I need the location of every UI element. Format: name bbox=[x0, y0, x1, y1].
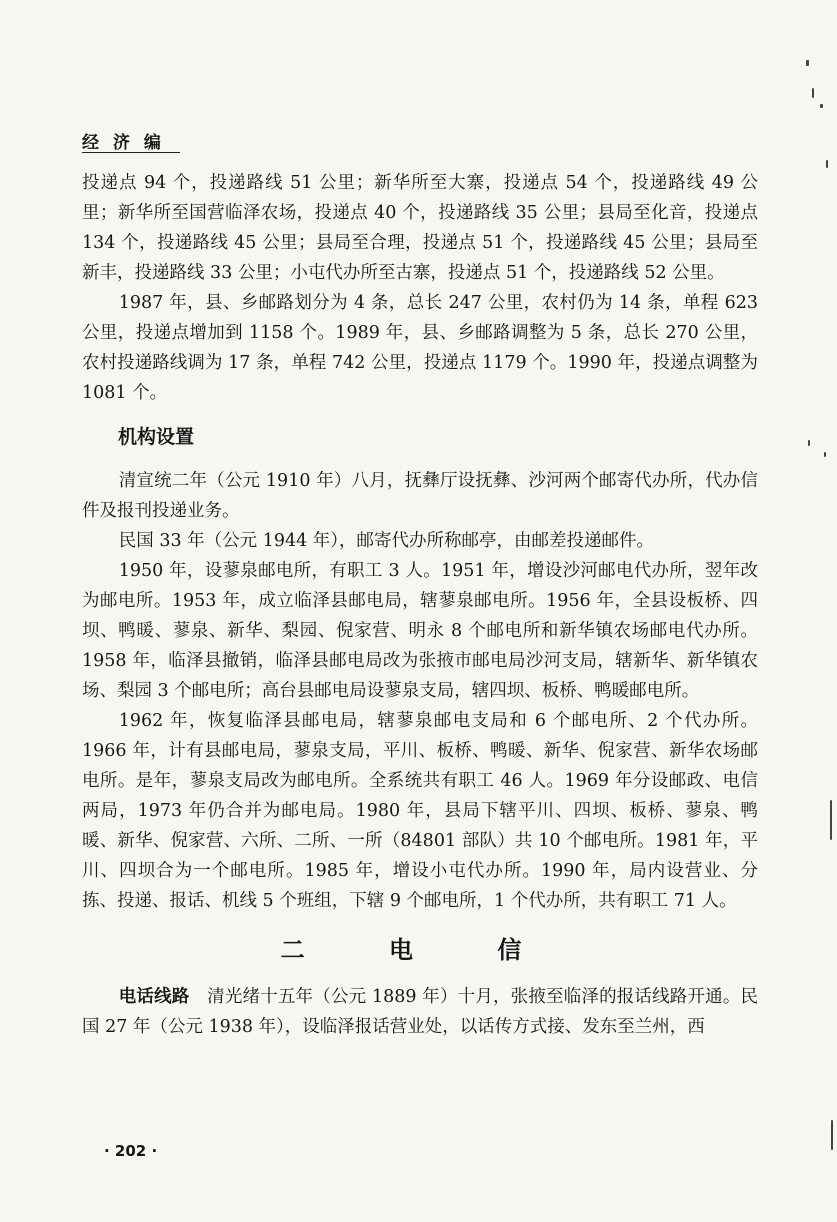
scan-edge-line bbox=[831, 1120, 833, 1150]
paragraph-minguo: 民国 33 年（公元 1944 年），邮寄代办所称邮亭，由邮差投递邮件。 bbox=[118, 531, 655, 551]
paragraph-continued: 投递点 94 个，投递路线 51 公里；新华所至大寨，投递点 54 个，投递路线 49 公里；新华所至国营临泽农场，投递点 40 个，投递路线 35 公里；县局至化音，投递点 134 个，投递路线 45 公里；县局至合理，投递点 51 个，投递路线 45 公里；县局至新丰，投递路线 33 公里；小屯代办所至古寨，投递点 51 个，投递路线 52 公里。 bbox=[82, 173, 758, 283]
section-heading: 机构设置 bbox=[118, 426, 195, 448]
paragraph-1987: 1987 年，县、乡邮路划分为 4 条，总长 247 公里，农村仍为 14 条，单程 623 公里，投递点增加到 1158 个。1989 年，县、乡邮路调整为 5 条，总长 270 公里，农村投递路线调为 17 条，单程 742 公里，投递点 1179 个。1990 年，投递点调整为 1081 个。 bbox=[82, 293, 758, 403]
scan-speck bbox=[824, 452, 826, 457]
scan-speck bbox=[820, 104, 823, 108]
paragraph-qing: 清宣统二年（公元 1910 年）八月，抚彝厅设抚彝、沙河两个邮寄代办所，代办信件及报刊投递业务。 bbox=[82, 471, 758, 521]
scan-speck bbox=[812, 88, 814, 98]
term-label: 电话线路 bbox=[118, 987, 190, 1007]
header-rule bbox=[82, 152, 180, 153]
paragraph-telephone-lines bbox=[82, 982, 758, 1042]
page-number: · 202 · bbox=[104, 1142, 158, 1160]
paragraph-1962: 1962 年，恢复临泽县邮电局，辖蓼泉邮电支局和 6 个邮电所、2 个代办所。1966 年，计有县邮电局，蓼泉支局，平川、板桥、鸭暖、新华、倪家营、新华农场邮电所。是年，蓼泉支局改为邮电所。全系统共有职工 46 人。1969 年分设邮政、电信两局，1973 年仍合并为邮电局。1980 年，县局下辖平川、四坝、板桥、蓼泉、鸭暖、新华、倪家营、六所、二所、一所（84801 部队）共 10 个邮电所。1981 年，平川、四坝合为一个邮电所。1985 年，增设小屯代办所。1990 年，局内设营业、分拣、投递、报话、机线 5 个班组，下辖 9 个邮电所，1 个代办所，共有职工 71 人。 bbox=[82, 711, 758, 911]
scan-edge-line bbox=[830, 800, 832, 840]
scan-speck bbox=[826, 160, 828, 168]
page-body bbox=[82, 168, 758, 1042]
paragraph-1950: 1950 年，设蓼泉邮电所，有职工 3 人。1951 年，增设沙河邮电代办所，翌年改为邮电所。1953 年，成立临泽县邮电局，辖蓼泉邮电所。1956 年，全县设板桥、四坝、鸭暖、蓼泉、新华、梨园、倪家营、明永 8 个邮电所和新华镇农场邮电代办所。1958 年，临泽县撤销，临泽县邮电局改为张掖市邮电局沙河支局，辖新华、新华镇农场、梨园 3 个邮电所；高台县邮电局设蓼泉支局，辖四坝、板桥、鸭暖邮电所。 bbox=[82, 561, 758, 701]
term-text: 清光绪十五年（公元 1889 年）十月，张掖至临泽的报话线路开通。民国 27 年（公元 1938 年），设临泽报话营业处，以话传方式接、发东至兰州，西 bbox=[82, 987, 759, 1037]
chapter-heading: 二 电 信 bbox=[280, 936, 560, 964]
running-header: 经 济 编 bbox=[82, 133, 165, 153]
scan-speck bbox=[806, 60, 809, 66]
scan-speck bbox=[808, 440, 810, 446]
